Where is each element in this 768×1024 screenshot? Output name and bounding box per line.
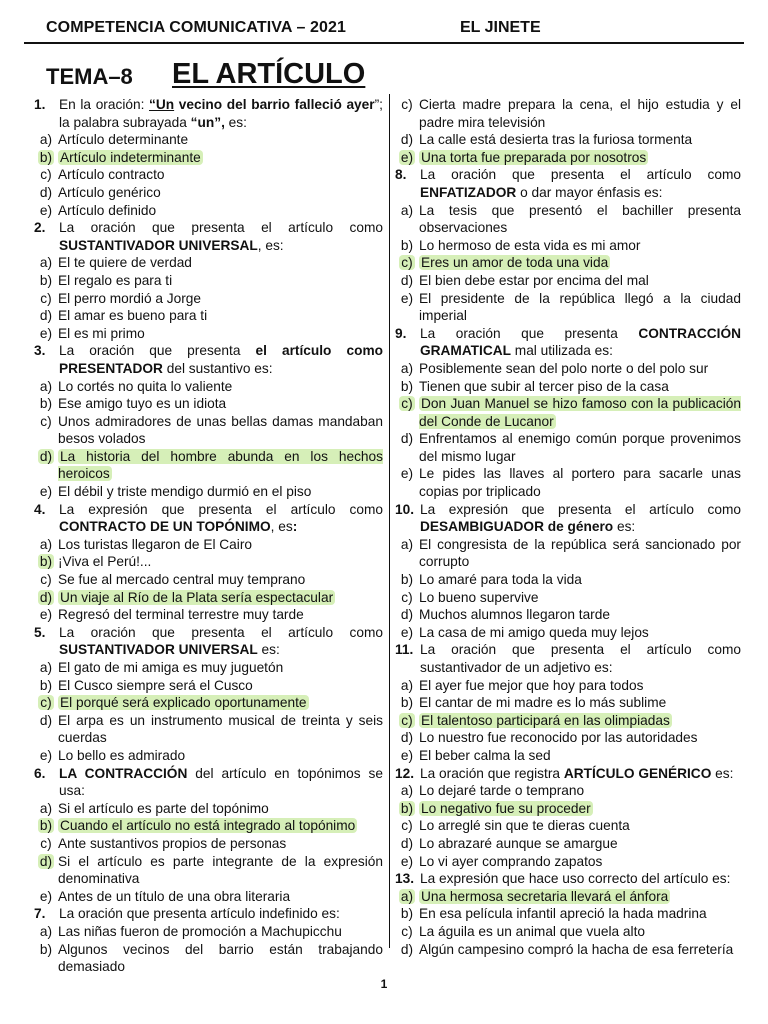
q4-option-d[interactable]: d) Un viaje al Río de la Plata sería espectacular (39, 589, 334, 605)
q10-option-d[interactable]: d) Muchos alumnos llegaron tarde (400, 607, 610, 623)
q9-option-b[interactable]: b) Tienen que subir al tercer piso de la casa (400, 378, 669, 394)
q12-option-e[interactable]: e) Lo vi ayer comprando zapatos (400, 853, 603, 869)
right-column (395, 96, 741, 958)
header-rule (24, 42, 744, 44)
q3-option-c[interactable]: c) Unos admiradores de unas bellas damas mandaban besos volados (40, 413, 383, 447)
q5-option-b[interactable]: b) El Cusco siempre será el Cusco (39, 677, 253, 693)
q5-option-a[interactable]: a) El gato de mi amiga es muy juguetón (39, 660, 284, 675)
question-3: 3. La oración que presenta el artículo como PRESENTADOR del sustantivo es: (34, 343, 383, 376)
q8-option-e[interactable]: e) El presidente de la república llegó a la ciudad imperial (400, 290, 741, 324)
q10-option-a[interactable]: a) El congresista de la república será sancionado por corrupto (400, 536, 741, 570)
question-4: 4. La expresión que presenta el artículo como CONTRACTO DE UN TOPÓNIMO, es: (34, 501, 383, 535)
page-header (46, 19, 722, 43)
question-1: 1. En la oración: “Un vecino del barrio falleció ayer”; la palabra subrayada “un”, es: (34, 97, 383, 130)
q12-option-d[interactable]: d) Lo abrazaré aunque se amargue (400, 835, 618, 851)
q4-option-e[interactable]: e) Regresó del terminal terrestre muy tarde (39, 607, 304, 623)
q2-option-e[interactable]: e) El es mi primo (39, 325, 145, 341)
q1-option-c[interactable]: c) Artículo contracto (40, 167, 165, 183)
question-12: 12. La oración que registra ARTÍCULO GENÉRICO es: (395, 765, 734, 781)
q5-option-c[interactable]: c) El porqué será explicado oportunamente (40, 695, 307, 711)
q11-option-d[interactable]: d) Lo nuestro fue reconocido por las autoridades (400, 730, 698, 746)
q6-option-a[interactable]: a) Si el artículo es parte del topónimo (39, 800, 269, 816)
topic-number: TEMA–8 (46, 64, 133, 89)
q1-option-e[interactable]: e) Artículo definido (39, 202, 157, 218)
q2-option-a[interactable]: a) El te quiere de verdad (39, 255, 192, 271)
q1-option-d[interactable]: d) Artículo genérico (39, 184, 161, 200)
q9-option-c[interactable]: c) Don Juan Manuel se hizo famoso con la publicación del Conde de Lucanor (401, 396, 741, 429)
q5-option-e[interactable]: e) Lo bello es admirado (39, 747, 186, 763)
q8-option-a[interactable]: a) La tesis que presentó el bachiller presenta observaciones (400, 202, 741, 236)
q9-option-a[interactable]: a) Posiblemente sean del polo norte o del polo sur (400, 360, 709, 376)
q1-option-a[interactable]: a) Artículo determinante (39, 132, 189, 148)
q7-option-a[interactable]: a) Las niñas fueron de promoción a Machupicchu (39, 923, 342, 939)
q7-option-c[interactable]: c) Cierta madre prepara la cena, el hijo estudia y el padre mira televisión (401, 97, 741, 130)
q10-option-c[interactable]: c) Lo bueno supervive (401, 589, 539, 605)
q11-option-c[interactable]: c) El talentoso participará en las olimpiadas (401, 712, 670, 728)
page-title: EL ARTÍCULO (172, 58, 366, 90)
question-13: 13. La expresión que hace uso correcto del artículo es: (395, 871, 731, 887)
q8-option-d[interactable]: d) El bien debe estar por encima del mal (400, 272, 649, 288)
q4-option-a[interactable]: a) Los turistas llegaron de El Cairo (39, 536, 253, 552)
question-9: 9. La oración que presenta CONTRACCIÓN GRAMATICAL mal utilizada es: (395, 325, 741, 359)
q12-option-c[interactable]: c) Lo arreglé sin que te dieras cuenta (401, 818, 630, 834)
q2-option-b[interactable]: b) El regalo es para ti (39, 272, 173, 288)
q13-option-a[interactable]: a) Una hermosa secretaria llevará el ánfora (400, 888, 669, 904)
q10-option-b[interactable]: b) Lo amaré para toda la vida (400, 572, 582, 588)
q9-option-e[interactable]: e) Le pides las llaves al portero para sacarle unas copias por triplicado (400, 466, 741, 500)
q11-option-e[interactable]: e) El beber calma la sed (400, 747, 551, 763)
question-8: 8. La oración que presenta el artículo como ENFATIZADOR o dar mayor énfasis es: (395, 167, 741, 200)
q12-option-b[interactable]: b) Lo negativo fue su proceder (400, 800, 591, 816)
column-divider (389, 94, 390, 948)
q8-option-c[interactable]: c) Eres un amor de toda una vida (401, 255, 609, 271)
q3-option-a[interactable]: a) Lo cortés no quita lo valiente (39, 378, 233, 394)
left-column (34, 96, 383, 976)
question-5: 5. La oración que presenta el artículo como SUSTANTIVADOR UNIVERSAL es: (34, 624, 383, 658)
q9-option-d[interactable]: d) Enfrentamos al enemigo común porque provenimos del mismo lugar (400, 431, 741, 464)
q8-option-b[interactable]: b) Lo hermoso de esta vida es mi amor (400, 237, 641, 253)
question-11: 11. La oración que presenta el artículo como sustantivador de un adjetivo es: (395, 642, 741, 675)
course-title: COMPETENCIA COMUNICATIVA – 2021 (46, 19, 347, 36)
page-number: 1 (380, 977, 388, 991)
q13-option-d[interactable]: d) Algún campesino compró la hacha de esa ferretería (400, 941, 734, 957)
q13-option-b[interactable]: b) En esa película infantil apreció la hada madrina (400, 906, 707, 922)
q3-option-e[interactable]: e) El débil y triste mendigo durmió en el piso (39, 484, 312, 500)
q10-option-e[interactable]: e) La casa de mi amigo queda muy lejos (400, 624, 649, 640)
q1-option-b[interactable]: b) Artículo indeterminante (39, 149, 201, 165)
q6-option-d[interactable]: d) Si el artículo es parte integrante de la expresión denominativa (39, 853, 383, 887)
q3-option-b[interactable]: b) Ese amigo tuyo es un idiota (39, 396, 227, 412)
q2-option-c[interactable]: c) El perro mordió a Jorge (40, 290, 202, 306)
question-10: 10. La expresión que presenta el artículo como DESAMBIGUADOR de género es: (395, 501, 741, 535)
q6-option-e[interactable]: e) Antes de un título de una obra literaria (39, 888, 291, 904)
q11-option-a[interactable]: a) El ayer fue mejor que hoy para todos (400, 677, 644, 693)
q4-option-b[interactable]: b) ¡Viva el Perú!... (39, 554, 152, 570)
q11-option-b[interactable]: b) El cantar de mi madre es lo más sublime (400, 695, 667, 711)
q2-option-d[interactable]: d) El amar es bueno para ti (39, 308, 208, 324)
question-2: 2. La oración que presenta el artículo como SUSTANTIVADOR UNIVERSAL, es: (34, 220, 383, 253)
q7-option-e[interactable]: e) Una torta fue preparada por nosotros (400, 149, 647, 165)
question-6: 6. LA CONTRACCIÓN del artículo en topónimos se usa: (34, 765, 383, 799)
q3-option-d[interactable]: d) La historia del hombre abunda en los hechos heroicos (39, 448, 383, 482)
q12-option-a[interactable]: a) Lo dejaré tarde o temprano (400, 783, 585, 799)
institution-name: EL JINETE (460, 19, 541, 36)
q6-option-c[interactable]: c) Ante sustantivos propios de personas (40, 835, 287, 851)
q13-option-c[interactable]: c) La águila es un animal que vuela alto (401, 923, 646, 939)
q6-option-b[interactable]: b) Cuando el artículo no está integrado al topónimo (39, 818, 356, 834)
q7-option-d[interactable]: d) La calle está desierta tras la furiosa tormenta (400, 132, 693, 148)
q4-option-c[interactable]: c) Se fue al mercado central muy temprano (40, 572, 306, 588)
question-7: 7. La oración que presenta artículo indefinido es: (34, 906, 340, 922)
q7-option-b[interactable]: b) Algunos vecinos del barrio están trabajando demasiado (39, 941, 383, 975)
q5-option-d[interactable]: d) El arpa es un instrumento musical de treinta y seis cuerdas (39, 712, 383, 746)
